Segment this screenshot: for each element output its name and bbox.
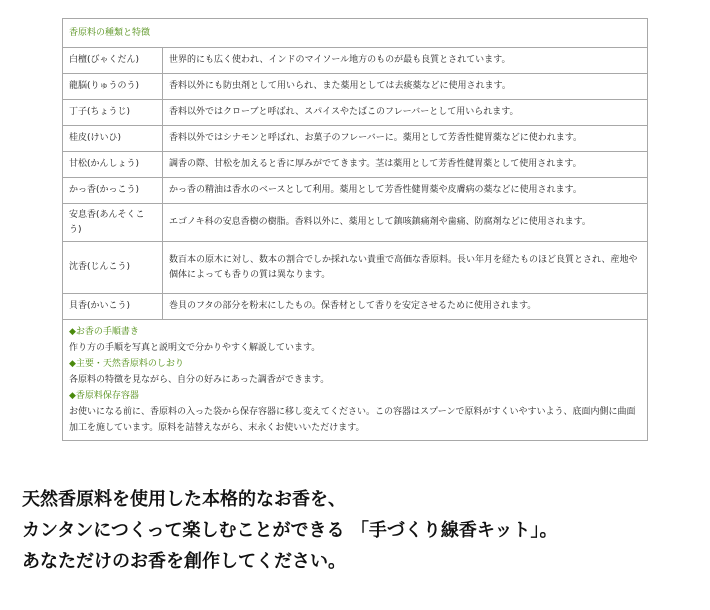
note-text: お使いになる前に、香原料の入った袋から保存容器に移し変えてください。この容器はスプーンで原料がすくいやすいよう、底面内側に曲面加工を施しています。原料を詰替えながら、末永くお使いいただけます。 bbox=[69, 407, 636, 433]
ingredient-name: 安息香(あんそくこう) bbox=[63, 204, 163, 242]
notes-cell bbox=[63, 320, 648, 441]
ingredient-name: 丁子(ちょうじ) bbox=[63, 100, 163, 126]
tagline-line-2: カンタンにつくって楽しむことができる 「手づくり線香キット」。 bbox=[22, 520, 558, 541]
table-row bbox=[63, 152, 648, 178]
table-row bbox=[63, 74, 648, 100]
ingredient-desc: かっ香の精油は香水のベースとして利用。薬用として芳香性健胃薬や皮膚病の薬などに使用されます。 bbox=[163, 178, 648, 204]
ingredient-desc: 数百本の原木に対し、数本の割合でしか採れない貴重で高価な香原料。長い年月を経たものほど良質とされ、産地や個体によっても香りの質は異なります。 bbox=[163, 242, 648, 294]
ingredient-desc: 世界的にも広く使われ、インドのマイソール地方のものが最も良質とされています。 bbox=[163, 48, 648, 74]
note-heading: ◆香原料保存容器 bbox=[69, 391, 139, 401]
table-title-cell bbox=[63, 19, 648, 48]
tagline-line-3: あなただけのお香を創作してください。 bbox=[22, 551, 346, 572]
ingredient-desc: 香料以外ではクローブと呼ばれ、スパイスやたばこのフレーバーとして用いられます。 bbox=[163, 100, 648, 126]
note-heading: ◆主要・天然香原料のしおり bbox=[69, 359, 184, 369]
table-title-row bbox=[63, 19, 648, 48]
table-row bbox=[63, 126, 648, 152]
ingredient-name: 甘松(かんしょう) bbox=[63, 152, 163, 178]
notes-row bbox=[63, 320, 648, 441]
ingredient-name: 白檀(びゃくだん) bbox=[63, 48, 163, 74]
note-heading: ◆お香の手順書き bbox=[69, 327, 139, 337]
table-row bbox=[63, 178, 648, 204]
ingredient-name: 龍脳(りゅうのう) bbox=[63, 74, 163, 100]
ingredient-desc: 巻貝のフタの部分を粉末にしたもの。保香材として香りを安定させるために使用されます。 bbox=[163, 294, 648, 320]
ingredient-desc: 香料以外ではシナモンと呼ばれ、お菓子のフレーバーに。薬用として芳香性健胃薬などに使われます。 bbox=[163, 126, 648, 152]
ingredient-name: かっ香(かっこう) bbox=[63, 178, 163, 204]
tagline-line-1: 天然香原料を使用した本格的なお香を、 bbox=[22, 489, 346, 510]
ingredients-table bbox=[62, 18, 648, 441]
ingredient-desc: エゴノキ科の安息香樹の樹脂。香料以外に、薬用として鎮咳鎮痛剤や歯痛、防腐剤などに使用されます。 bbox=[163, 204, 648, 242]
ingredient-name: 桂皮(けいひ) bbox=[63, 126, 163, 152]
note-text: 作り方の手順を写真と説明文で分かりやすく解説しています。 bbox=[69, 343, 321, 353]
table-title: 香原料の種類と特徴 bbox=[69, 27, 151, 38]
ingredient-name: 沈香(じんこう) bbox=[63, 242, 163, 294]
note-text: 各原料の特徴を見ながら、自分の好みにあった調香ができます。 bbox=[69, 375, 330, 385]
ingredient-desc: 香料以外にも防虫剤として用いられ、また薬用としては去痰薬などに使用されます。 bbox=[163, 74, 648, 100]
table-row bbox=[63, 242, 648, 294]
tagline bbox=[22, 484, 692, 577]
table-row bbox=[63, 294, 648, 320]
table-row bbox=[63, 48, 648, 74]
ingredient-name: 貝香(かいこう) bbox=[63, 294, 163, 320]
table-row bbox=[63, 100, 648, 126]
table-row bbox=[63, 204, 648, 242]
ingredient-desc: 調香の際、甘松を加えると香に厚みがでてきます。茎は薬用として芳香性健胃薬として使用されます。 bbox=[163, 152, 648, 178]
